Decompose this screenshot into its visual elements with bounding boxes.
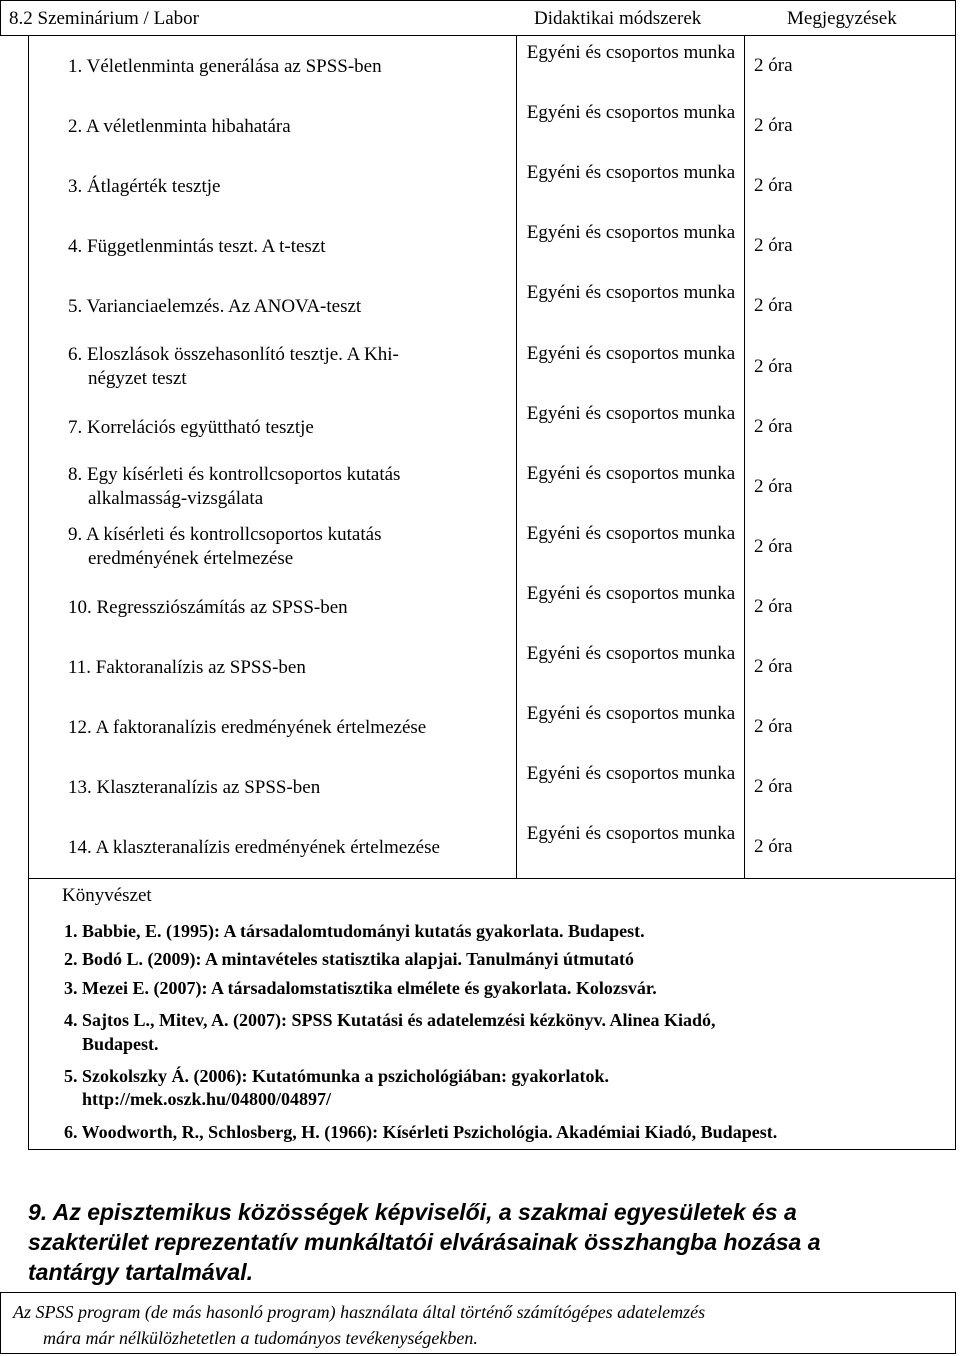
section-title — [28, 1197, 948, 1287]
hours-cell: 2 óra — [754, 175, 793, 197]
topic-cell: 13. Klaszteranalízis az SPSS-ben — [68, 777, 321, 799]
reference-item: 6. Woodworth, R., Schlosberg, H. (1966): Kísérleti Pszichológia. Akadémiai Kiadó, Budapest. — [64, 1122, 778, 1142]
table-row — [28, 577, 956, 637]
hours-cell: 2 óra — [754, 716, 793, 738]
table-row — [28, 817, 956, 877]
method-cell: Egyéni és csoportos munka — [526, 582, 736, 604]
topic-cell: 1. Véletlenminta generálása az SPSS-ben — [68, 56, 382, 77]
header-methods: Didaktikai módszerek — [534, 8, 702, 29]
method-cell: Egyéni és csoportos munka — [526, 522, 736, 544]
method-cell: Egyéni és csoportos munka — [526, 823, 736, 845]
table-row — [28, 637, 956, 697]
hours-cell: 2 óra — [754, 355, 793, 377]
header-notes: Megjegyzések — [787, 8, 897, 29]
method-cell: Egyéni és csoportos munka — [526, 42, 736, 63]
topic-cell: 5. Varianciaelemzés. Az ANOVA-teszt — [68, 296, 362, 318]
method-cell: Egyéni és csoportos munka — [526, 763, 736, 785]
table-row — [28, 96, 956, 156]
method-cell: Egyéni és csoportos munka — [526, 102, 736, 124]
method-cell: Egyéni és csoportos munka — [526, 162, 736, 184]
topic-line: 9. A kísérleti és kontrollcsoportos kutatás — [68, 523, 382, 545]
topic-cell: 10. Regressziószámítás az SPSS-ben — [68, 596, 348, 618]
topic-line: eredményének értelmezése — [88, 547, 294, 569]
reference-item: 4. Sajtos L., Mitev, A. (2007): SPSS Kutatási és adatelemzési kézkönyv. Alinea Kiadó, — [64, 1010, 716, 1030]
table-row — [28, 517, 956, 577]
table-header — [0, 0, 956, 36]
table-row — [28, 337, 956, 397]
topic-line: 8. Egy kísérleti és kontrollcsoportos kutatás — [68, 463, 401, 485]
hours-cell: 2 óra — [754, 115, 793, 137]
reference-item: 3. Mezei E. (2007): A társadalomstatisztika elmélete és gyakorlata. Kolozsvár. — [64, 978, 657, 998]
table-row — [28, 216, 956, 276]
topic-line: négyzet teszt — [88, 367, 187, 389]
topic-cell — [68, 463, 498, 511]
reference-item: 2. Bodó L. (2009): A mintavételes statisztika alapjai. Tanulmányi útmutató — [64, 949, 635, 969]
method-cell: Egyéni és csoportos munka — [526, 703, 736, 725]
topic-cell: 3. Átlagérték tesztje — [68, 176, 221, 198]
table-row — [28, 757, 956, 817]
topic-line: 6. Eloszlások összehasonlító tesztje. A Khi- — [68, 343, 399, 365]
note-line: Az SPSS program (de más hasonló program) használata által történő számítógépes adatelemzés — [13, 1302, 706, 1322]
topic-cell: 7. Korrelációs együttható tesztje — [68, 416, 314, 438]
note-box — [0, 1292, 956, 1354]
hours-cell: 2 óra — [754, 55, 793, 76]
topic-cell: 11. Faktoranalízis az SPSS-ben — [68, 657, 306, 678]
bibliography-heading: Könyvészet — [62, 885, 152, 906]
method-cell: Egyéni és csoportos munka — [526, 222, 736, 244]
topic-cell: 14. A klaszteranalízis eredményének értelmezése — [68, 837, 440, 859]
table-row — [28, 697, 956, 757]
reference-link: http://mek.oszk.hu/04800/04897/ — [82, 1089, 332, 1109]
topic-cell: 12. A faktoranalízis eredményének értelmezése — [68, 717, 427, 739]
method-cell: Egyéni és csoportos munka — [526, 282, 736, 304]
method-cell: Egyéni és csoportos munka — [526, 402, 736, 424]
hours-cell: 2 óra — [754, 595, 793, 617]
section-title-line: szakterület reprezentatív munkáltatói elvárásainak összhangba hozása a — [28, 1229, 821, 1255]
section-title-line: tantárgy tartalmával. — [28, 1259, 253, 1285]
table-row — [28, 276, 956, 336]
topic-line: alkalmasság-vizsgálata — [88, 487, 264, 509]
method-cell: Egyéni és csoportos munka — [526, 462, 736, 484]
note-text — [13, 1299, 933, 1351]
hours-cell: 2 óra — [754, 836, 793, 858]
hours-cell: 2 óra — [754, 776, 793, 798]
topic-cell: 2. A véletlenminta hibahatára — [68, 116, 291, 138]
method-cell: Egyéni és csoportos munka — [526, 342, 736, 364]
hours-cell: 2 óra — [754, 535, 793, 557]
hours-cell: 2 óra — [754, 295, 793, 317]
note-line: mára már nélkülözhetetlen a tudományos tevékenységekben. — [43, 1328, 478, 1348]
hours-cell: 2 óra — [754, 656, 793, 677]
table-row — [28, 457, 956, 517]
header-seminar: 8.2 Szeminárium / Labor — [9, 8, 199, 29]
table-row — [28, 36, 956, 96]
reference-item: 1. Babbie, E. (1995): A társadalomtudományi kutatás gyakorlata. Budapest. — [64, 921, 645, 941]
hours-cell: 2 óra — [754, 475, 793, 497]
reference-item: 5. Szokolszky Á. (2006): Kutatómunka a pszichológiában: gyakorlatok. — [64, 1066, 610, 1086]
reference-item-continuation: Budapest. — [82, 1034, 159, 1054]
topic-cell — [68, 523, 498, 571]
bibliography — [28, 878, 956, 1150]
hours-cell: 2 óra — [754, 235, 793, 257]
topic-cell — [68, 343, 498, 391]
hours-cell: 2 óra — [754, 415, 793, 437]
topic-cell: 4. Függetlenmintás teszt. A t-teszt — [68, 236, 326, 258]
section-title-line: 9. Az episztemikus közösségek képviselői, a szakmai egyesületek és a — [28, 1199, 797, 1225]
table-row — [28, 156, 956, 216]
method-cell: Egyéni és csoportos munka — [526, 643, 736, 664]
table-row — [28, 397, 956, 457]
